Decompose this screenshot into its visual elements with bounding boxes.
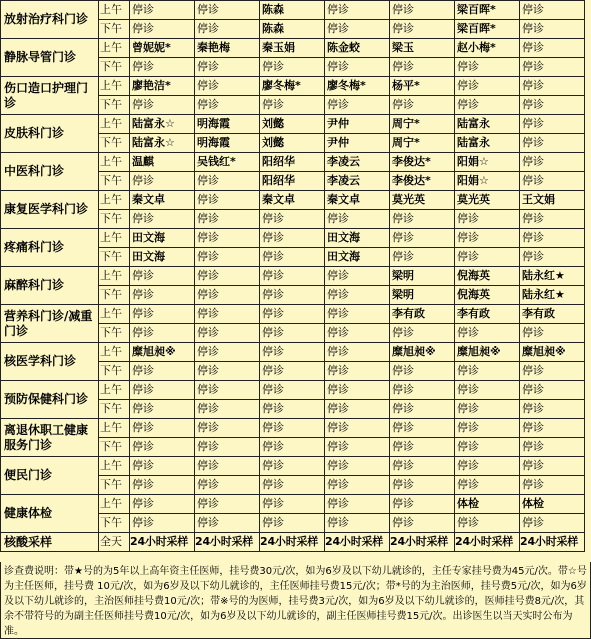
schedule-cell: 阳绍华 [260,172,325,191]
schedule-cell: 停诊 [260,438,325,457]
table-row [1,153,585,172]
schedule-cell: 停诊 [520,229,585,248]
schedule-cell: 停诊 [130,267,195,286]
schedule-cell: 停诊 [195,495,260,514]
schedule-cell: 田文海 [130,248,195,267]
department-name: 疼痛科门诊 [1,229,99,267]
schedule-cell: 梁明 [390,267,455,286]
session-label: 上午 [99,381,130,400]
schedule-cell: 24小时采样 [390,533,455,552]
schedule-cell: 停诊 [390,495,455,514]
schedule-cell: 停诊 [130,20,195,39]
schedule-cell: 糜旭昶※ [390,343,455,362]
schedule-cell: 停诊 [325,1,390,20]
schedule-cell: 停诊 [455,400,520,419]
schedule-cell: 停诊 [260,343,325,362]
schedule-cell: 停诊 [130,324,195,343]
schedule-cell: 停诊 [520,324,585,343]
schedule-cell: 停诊 [130,381,195,400]
schedule-cell: 停诊 [325,96,390,115]
schedule-cell: 糜旭昶※ [520,343,585,362]
session-label: 下午 [99,172,130,191]
department-name: 中医科门诊 [1,153,99,191]
schedule-cell: 停诊 [130,58,195,77]
table-row [1,457,585,476]
schedule-cell: 曾妮妮* [130,39,195,58]
schedule-cell: 停诊 [195,286,260,305]
schedule-cell: 停诊 [520,20,585,39]
fee-notes [0,562,591,639]
schedule-cell: 停诊 [130,476,195,495]
schedule-cell: 停诊 [195,514,260,533]
table-row [1,381,585,400]
schedule-cell: 梁玉 [390,39,455,58]
schedule-cell: 24小时采样 [195,533,260,552]
department-name: 放射治疗科门诊 [1,1,99,39]
schedule-cell: 停诊 [325,476,390,495]
table-row [1,305,585,324]
session-label: 上午 [99,115,130,134]
schedule-cell: 梁百晖* [455,1,520,20]
schedule-cell: 停诊 [195,343,260,362]
schedule-cell: 阳娟☆ [455,153,520,172]
schedule-cell: 停诊 [520,248,585,267]
department-name: 核医学科门诊 [1,343,99,381]
table-row [1,495,585,514]
schedule-cell: 停诊 [390,438,455,457]
session-label: 下午 [99,324,130,343]
session-label: 上午 [99,153,130,172]
schedule-cell: 秦玉娟 [260,39,325,58]
department-name: 静脉导管门诊 [1,39,99,77]
schedule-cell: 倪海英 [455,267,520,286]
schedule-cell: 停诊 [455,419,520,438]
schedule-cell: 停诊 [390,1,455,20]
schedule-cell: 梁百晖* [455,20,520,39]
schedule-cell: 停诊 [455,210,520,229]
schedule-cell: 停诊 [195,476,260,495]
schedule-cell: 停诊 [130,457,195,476]
schedule-cell: 莫光英 [390,191,455,210]
schedule-cell: 停诊 [130,286,195,305]
session-label: 下午 [99,438,130,457]
schedule-cell: 李凌云 [325,153,390,172]
schedule-cell: 停诊 [455,457,520,476]
schedule-cell: 停诊 [260,96,325,115]
schedule-cell: 停诊 [325,362,390,381]
schedule-cell: 停诊 [520,96,585,115]
schedule-cell: 停诊 [520,172,585,191]
session-label: 上午 [99,77,130,96]
department-name: 便民门诊 [1,457,99,495]
schedule-cell: 停诊 [455,381,520,400]
schedule-cell: 停诊 [130,400,195,419]
schedule-cell: 停诊 [260,305,325,324]
schedule-cell: 停诊 [260,514,325,533]
schedule-cell: 陆永红★ [520,267,585,286]
schedule-cell: 停诊 [325,210,390,229]
schedule-cell: 停诊 [520,134,585,153]
table-row [1,419,585,438]
schedule-cell: 糜旭昶※ [130,343,195,362]
schedule-cell: 停诊 [260,248,325,267]
schedule-cell: 停诊 [390,400,455,419]
schedule-cell: 停诊 [390,58,455,77]
schedule-cell: 倪海英 [455,286,520,305]
schedule-cell: 梁明 [390,286,455,305]
department-name: 核酸采样 [1,533,99,552]
schedule-cell: 停诊 [195,58,260,77]
schedule-cell: 停诊 [520,400,585,419]
schedule-cell: 停诊 [130,362,195,381]
schedule-cell: 停诊 [260,324,325,343]
schedule-cell: 停诊 [195,305,260,324]
schedule-cell: 停诊 [455,514,520,533]
schedule-cell: 24小时采样 [260,533,325,552]
schedule-cell: 温麒 [130,153,195,172]
schedule-cell: 停诊 [260,210,325,229]
session-label: 上午 [99,1,130,20]
schedule-cell: 停诊 [325,495,390,514]
session-label: 下午 [99,514,130,533]
schedule-cell: 停诊 [325,381,390,400]
schedule-cell: 停诊 [130,438,195,457]
schedule-cell: 刘懿 [260,134,325,153]
schedule-cell: 停诊 [195,210,260,229]
schedule-cell: 停诊 [520,381,585,400]
schedule-cell: 停诊 [130,514,195,533]
schedule-cell: 停诊 [520,39,585,58]
schedule-cell: 停诊 [195,457,260,476]
schedule-cell: 陆富永 [455,134,520,153]
schedule-cell: 陆富永☆ [130,134,195,153]
schedule-cell: 停诊 [390,324,455,343]
table-row [1,77,585,96]
session-label: 上午 [99,191,130,210]
schedule-cell: 停诊 [195,324,260,343]
schedule-cell: 停诊 [195,77,260,96]
schedule-cell: 停诊 [455,248,520,267]
table-row [1,191,585,210]
schedule-cell: 停诊 [520,514,585,533]
department-name: 麻醉科门诊 [1,267,99,305]
schedule-cell: 停诊 [455,362,520,381]
schedule-cell: 停诊 [260,495,325,514]
table-row [1,1,585,20]
schedule-cell: 停诊 [325,305,390,324]
schedule-cell: 停诊 [390,248,455,267]
schedule-cell: 停诊 [195,419,260,438]
schedule-cell: 停诊 [390,229,455,248]
schedule-cell: 停诊 [325,267,390,286]
schedule-cell: 停诊 [260,381,325,400]
schedule-cell: 停诊 [325,419,390,438]
table-row [1,229,585,248]
session-label: 全天 [99,533,130,552]
schedule-cell: 停诊 [325,324,390,343]
schedule-cell: 停诊 [520,457,585,476]
schedule-cell: 停诊 [520,153,585,172]
schedule-cell: 停诊 [195,191,260,210]
schedule-cell: 秦文卓 [260,191,325,210]
schedule-cell: 停诊 [390,20,455,39]
session-label: 下午 [99,476,130,495]
table-row [1,115,585,134]
schedule-cell: 停诊 [325,58,390,77]
schedule-cell: 停诊 [325,286,390,305]
schedule-cell: 阳绍华 [260,153,325,172]
schedule-cell: 停诊 [195,229,260,248]
schedule-cell: 停诊 [390,96,455,115]
schedule-cell: 停诊 [520,115,585,134]
schedule-cell: 停诊 [325,457,390,476]
schedule-cell: 停诊 [130,1,195,20]
schedule-cell: 杨平* [390,77,455,96]
schedule-cell: 停诊 [130,96,195,115]
session-label: 下午 [99,286,130,305]
schedule-cell: 停诊 [390,419,455,438]
schedule-cell: 停诊 [195,267,260,286]
schedule-cell: 吴钱红* [195,153,260,172]
schedule-cell: 24小时采样 [520,533,585,552]
schedule-cell: 田文海 [325,248,390,267]
schedule-cell: 停诊 [260,457,325,476]
schedule-cell: 停诊 [260,400,325,419]
schedule-cell: 24小时采样 [325,533,390,552]
schedule-cell: 停诊 [455,476,520,495]
schedule-cell: 停诊 [455,438,520,457]
schedule-cell: 停诊 [130,172,195,191]
schedule-cell: 停诊 [390,362,455,381]
schedule-cell: 糜旭昶※ [455,343,520,362]
schedule-cell: 停诊 [455,58,520,77]
table-row [1,267,585,286]
schedule-cell: 停诊 [325,20,390,39]
schedule-cell: 停诊 [195,20,260,39]
schedule-cell: 体检 [455,495,520,514]
schedule-cell: 停诊 [195,362,260,381]
session-label: 下午 [99,400,130,419]
session-label: 下午 [99,362,130,381]
schedule-cell: 李有政 [390,305,455,324]
session-label: 上午 [99,419,130,438]
schedule-cell: 尹仲 [325,134,390,153]
session-label: 上午 [99,495,130,514]
session-label: 上午 [99,229,130,248]
schedule-cell: 体检 [520,495,585,514]
session-label: 下午 [99,210,130,229]
schedule-cell: 秦艳梅 [195,39,260,58]
schedule-cell: 停诊 [390,381,455,400]
schedule-cell: 廖冬梅* [325,77,390,96]
schedule-cell: 李凌云 [325,172,390,191]
schedule-cell: 陆富永 [455,115,520,134]
session-label: 下午 [99,248,130,267]
table-row [1,343,585,362]
table-row [1,39,585,58]
schedule-cell: 24小时采样 [455,533,520,552]
schedule-cell: 停诊 [390,514,455,533]
schedule-cell: 停诊 [520,419,585,438]
schedule-cell: 停诊 [455,229,520,248]
schedule-cell: 李有政 [520,305,585,324]
department-name: 健康体检 [1,495,99,533]
schedule-cell: 陈森 [260,1,325,20]
schedule-cell: 停诊 [455,96,520,115]
schedule-cell: 廖冬梅* [260,77,325,96]
session-label: 下午 [99,58,130,77]
schedule-cell: 尹仲 [325,115,390,134]
schedule-cell: 停诊 [520,476,585,495]
table-row [1,533,585,552]
session-label: 上午 [99,305,130,324]
session-label: 下午 [99,96,130,115]
schedule-cell: 廖艳洁* [130,77,195,96]
schedule-cell: 停诊 [260,362,325,381]
schedule-cell: 明海霞 [195,134,260,153]
session-label: 下午 [99,20,130,39]
schedule-cell: 周宁* [390,134,455,153]
schedule-cell: 停诊 [195,1,260,20]
schedule-cell: 停诊 [325,400,390,419]
schedule-cell: 田文海 [325,229,390,248]
department-name: 伤口造口护理门诊 [1,77,99,115]
schedule-cell: 周宁* [390,115,455,134]
schedule-cell: 停诊 [260,419,325,438]
schedule-cell: 停诊 [260,286,325,305]
schedule-cell: 李俊达* [390,153,455,172]
session-label: 上午 [99,267,130,286]
schedule-cell: 停诊 [520,438,585,457]
schedule-cell: 停诊 [455,77,520,96]
schedule-cell: 明海霞 [195,115,260,134]
session-label: 上午 [99,457,130,476]
schedule-cell: 停诊 [520,362,585,381]
schedule-cell: 停诊 [260,267,325,286]
schedule-cell: 停诊 [195,96,260,115]
schedule-cell: 停诊 [260,58,325,77]
schedule-cell: 赵小梅* [455,39,520,58]
schedule-cell: 停诊 [520,77,585,96]
schedule-cell: 田文海 [130,229,195,248]
schedule-cell: 24小时采样 [130,533,195,552]
department-name: 皮肤科门诊 [1,115,99,153]
schedule-cell: 停诊 [130,210,195,229]
schedule-cell: 陆富永☆ [130,115,195,134]
schedule-cell: 王文娟 [520,191,585,210]
schedule-cell: 停诊 [195,438,260,457]
schedule-cell: 停诊 [195,400,260,419]
schedule-cell: 停诊 [325,514,390,533]
schedule-cell: 陆永红★ [520,286,585,305]
fee-notes-text: 诊查费说明：带★号的为5年以上高年资主任医师，挂号费30元/次，如为6岁及以下幼儿就诊的，主任专家挂号费为45元/次。带☆号为主任医师，挂号费 10元/次，如为6岁及以下幼儿就诊的，主任医师挂号费15元/次；带*号的为主治医师，挂号费5元/次，如为6岁及以下幼儿就诊的，主治医师挂号费10元/次；带※号的为医师，挂号费3元/次，如为6岁及以下幼儿就诊的，医师挂号费8元/次，其余不带符号的为副主任医师挂号费10元/次，如为6岁及以下幼儿就诊的，副主任医师挂号费15元/次。出诊医生以当天实时公布为准。 [4,566,587,637]
schedule-cell: 秦文卓 [130,191,195,210]
schedule-cell: 停诊 [195,381,260,400]
schedule-cell: 秦文卓 [325,191,390,210]
session-label: 上午 [99,39,130,58]
department-name: 预防保健科门诊 [1,381,99,419]
schedule-cell: 停诊 [390,210,455,229]
department-name: 康复医学科门诊 [1,191,99,229]
schedule-cell: 李俊达* [390,172,455,191]
schedule-cell: 停诊 [260,229,325,248]
schedule-cell: 停诊 [130,419,195,438]
schedule-cell: 刘懿 [260,115,325,134]
schedule-cell: 停诊 [195,248,260,267]
schedule-cell: 陈森 [260,20,325,39]
schedule-cell: 停诊 [520,58,585,77]
schedule-cell: 停诊 [520,210,585,229]
schedule-cell: 停诊 [195,172,260,191]
schedule-cell: 陈金蛟 [325,39,390,58]
session-label: 上午 [99,343,130,362]
schedule-cell: 停诊 [260,476,325,495]
schedule-cell: 停诊 [325,343,390,362]
schedule-cell: 停诊 [390,476,455,495]
schedule-cell: 停诊 [520,1,585,20]
schedule-cell: 停诊 [455,324,520,343]
department-name: 营养科门诊/减重门诊 [1,305,99,343]
schedule-cell: 停诊 [325,438,390,457]
schedule-cell: 停诊 [130,495,195,514]
department-name: 离退休职工健康服务门诊 [1,419,99,457]
session-label: 下午 [99,134,130,153]
schedule-cell: 停诊 [130,305,195,324]
schedule-cell: 莫光英 [455,191,520,210]
schedule-cell: 停诊 [390,457,455,476]
schedule-cell: 阳娟☆ [455,172,520,191]
schedule-cell: 李有政 [455,305,520,324]
